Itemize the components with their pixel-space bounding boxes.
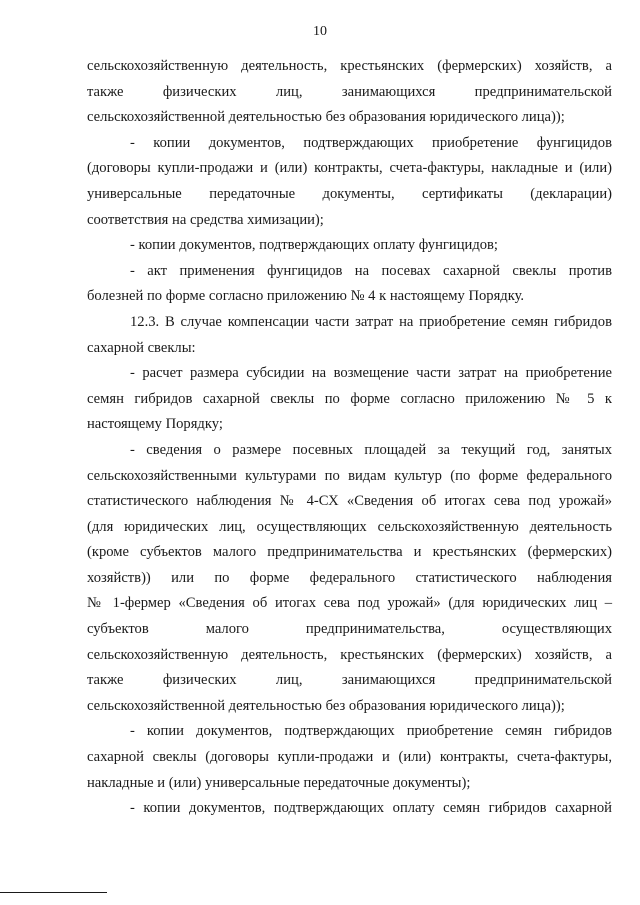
text-line: сельскохозяйственную деятельность, крестьянских (фермерских) хозяйств, а [87, 58, 612, 74]
text-line: также физических лиц, занимающихся предпринимательской [87, 672, 612, 689]
text-line: - копии документов, подтверждающих оплату семян гибридов сахарной [130, 800, 612, 817]
text-line: - сведения о размере посевных площадей за текущий год, занятых [130, 441, 612, 458]
text-line: болезней по форме согласно приложению № 4 к настоящему Порядку. [87, 288, 525, 305]
text-line: также физических лиц, занимающихся предпринимательской [87, 83, 612, 100]
text-line: сахарной свеклы (договоры купли-продажи и (или) контракты, счета-фактуры, [87, 749, 612, 766]
text-line: субъектов малого предпринимательства, осуществляющих [87, 621, 612, 638]
text-line: сахарной свеклы: [87, 339, 196, 356]
text-line: статистического наблюдения № 4-СХ «Сведения об итогах сева под урожай» [87, 493, 612, 510]
text-line: сельскохозяйственную деятельность, крестьянских (фермерских) хозяйств, а [87, 646, 612, 663]
text-line: (кроме субъектов малого предпринимательства и крестьянских (фермерских) [87, 544, 612, 561]
text-line: сельскохозяйственной деятельностью без образования юридического лица)); [87, 109, 565, 126]
text-line: настоящему Порядку; [87, 416, 223, 433]
text-line: универсальные передаточные документы, сертификаты (декларации) [87, 185, 612, 202]
text-line: сельскохозяйственной деятельностью без образования юридического лица)); [87, 697, 565, 714]
document-body [87, 54, 612, 822]
text-line: - копии документов, подтверждающих приобретение семян гибридов [130, 723, 612, 740]
text-line: хозяйств)) или по форме федерального статистического наблюдения [87, 569, 612, 586]
page-number: 10 [313, 24, 327, 39]
text-line: № 1-фермер «Сведения об итогах сева под урожай» (для юридических лиц – [87, 595, 612, 612]
text-line: 12.3. В случае компенсации части затрат на приобретение семян гибридов [130, 313, 612, 330]
text-line: - расчет размера субсидии на возмещение части затрат на приобретение [130, 365, 612, 382]
text-line: - копии документов, подтверждающих приобретение фунгицидов [130, 134, 612, 151]
text-line: (договоры купли-продажи и (или) контракты, счета-фактуры, накладные и (или) [87, 160, 612, 177]
text-line: (для юридических лиц, осуществляющих сельскохозяйственную деятельность [87, 518, 612, 535]
text-line: - копии документов, подтверждающих оплату фунгицидов; [130, 237, 498, 254]
footnote-divider [0, 892, 107, 893]
text-line: семян гибридов сахарной свеклы по форме согласно приложению № 5 к [87, 390, 612, 407]
text-line: сельскохозяйственными культурами по видам культур (по форме федерального [87, 467, 612, 484]
text-line: - акт применения фунгицидов на посевах сахарной свеклы против [130, 262, 612, 279]
text-line: накладные и (или) универсальные передаточные документы); [87, 774, 471, 791]
text-line: соответствия на средства химизации); [87, 211, 324, 228]
